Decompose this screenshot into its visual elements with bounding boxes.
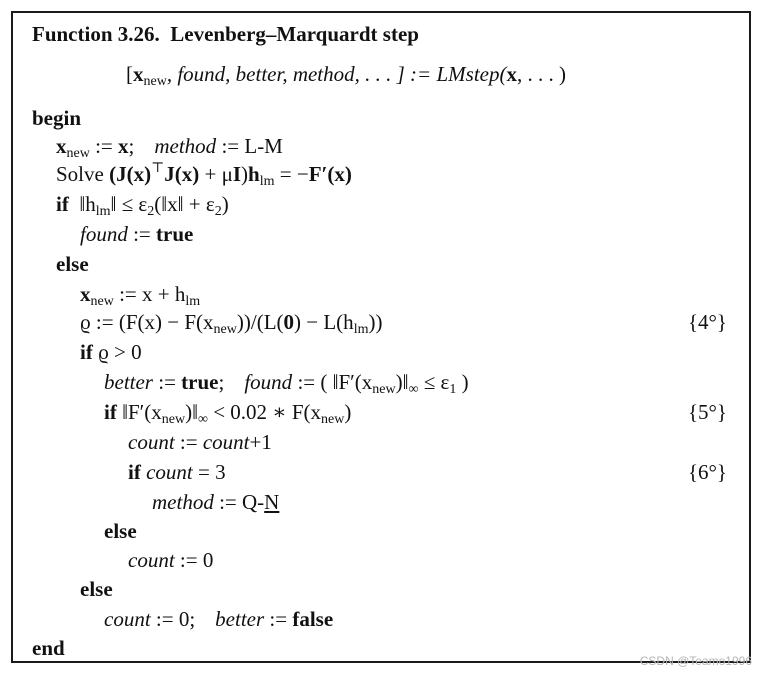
code-line-9 <box>104 369 469 395</box>
code-line-17 <box>104 606 333 632</box>
norm-h-sub: lm <box>95 204 111 219</box>
xnew-sub: new <box>90 294 114 309</box>
false-literal: false <box>292 607 334 631</box>
xnew-sub: new <box>66 146 90 161</box>
kw-if: if <box>80 340 93 364</box>
sig-tail: , . . . ) <box>516 62 566 86</box>
inf-sub: ∞ <box>408 382 419 397</box>
semicolon: ; <box>128 134 135 158</box>
h-sub: lm <box>353 322 369 337</box>
function-name: Levenberg–Marquardt step <box>170 22 419 46</box>
leq-eps: ≤ ε <box>418 370 450 394</box>
h-sub: lm <box>259 174 275 189</box>
assign: := <box>127 222 157 246</box>
count-var: count <box>104 607 151 631</box>
paren-close: ) <box>344 400 352 424</box>
grad-norm: ‖F′(x <box>116 400 162 424</box>
rho-end: )) <box>368 310 383 334</box>
code-line-2 <box>56 161 352 187</box>
code-line-10 <box>104 399 351 425</box>
leq-eps: ‖ ≤ ε <box>110 192 148 216</box>
mu-term: + μ <box>199 162 233 186</box>
xnew-sub: new <box>161 412 186 427</box>
xnew-sub: new <box>213 322 237 337</box>
assign-zero: := 0 <box>174 548 214 572</box>
xnew-expr: := x + h <box>113 282 186 306</box>
kw-else-2: else <box>104 519 137 543</box>
sig-bracket: [ <box>126 62 133 86</box>
eps2b-sub: 2 <box>214 204 222 219</box>
assign: := <box>264 607 293 631</box>
code-line-15 <box>128 547 213 573</box>
eps2-sub: 2 <box>147 204 155 219</box>
kw-if: if <box>128 460 141 484</box>
assign: := <box>174 430 203 454</box>
inf-sub: ∞ <box>197 412 208 427</box>
method-var: method <box>152 490 214 514</box>
transpose: ⊤ <box>151 161 165 176</box>
eps1-sub: 1 <box>449 382 457 397</box>
norm-close: )‖ <box>185 400 198 424</box>
found-expr: := ( ‖F′(x <box>292 370 373 394</box>
x-var: x <box>118 134 129 158</box>
method-value: := L-M <box>216 134 283 158</box>
found-var: found <box>244 370 293 394</box>
h-var: h <box>248 162 260 186</box>
gradient: F′(x) <box>308 162 352 186</box>
jacobian-1: (J(x) <box>109 162 152 186</box>
xnew-x: x <box>56 134 67 158</box>
rho-mid2: ) − L(h <box>294 310 354 334</box>
solve-word: Solve <box>56 162 110 186</box>
kw-if: if <box>104 400 117 424</box>
sig-args: , found, better, method, . . . ] := LMstep( <box>166 62 507 86</box>
assign-zero: := 0; <box>150 607 196 631</box>
function-title <box>32 21 419 47</box>
better-var: better <box>215 607 265 631</box>
assign: := <box>152 370 182 394</box>
true-literal: true <box>156 222 194 246</box>
code-line-12 <box>128 459 226 485</box>
true-literal: true <box>181 370 219 394</box>
rho-cond: ϱ > 0 <box>92 340 142 364</box>
h-sub: lm <box>185 294 201 309</box>
function-label: Function 3.26. <box>32 22 160 46</box>
paren-close: ) <box>456 370 469 394</box>
code-line-8 <box>80 339 142 365</box>
rho-expr: ϱ := (F(x) − F(x <box>80 310 214 334</box>
paren: ) <box>221 192 229 216</box>
code-line-3 <box>56 191 229 217</box>
code-line-11 <box>128 429 272 455</box>
count-var: count <box>128 548 175 572</box>
method-var: method <box>154 134 217 158</box>
zero-vec: 0 <box>283 310 295 334</box>
algorithm-box <box>11 11 751 663</box>
assign: := <box>89 134 119 158</box>
function-signature <box>126 61 566 87</box>
found-var: found <box>80 222 128 246</box>
better-var: better <box>104 370 153 394</box>
kw-begin: begin <box>32 106 82 130</box>
count-var: count <box>128 430 175 454</box>
code-line-7 <box>80 309 382 335</box>
kw-else-1: else <box>56 252 89 276</box>
code-line-6 <box>80 281 200 307</box>
count-var: count <box>140 460 193 484</box>
tag-5: {5°} <box>687 400 727 424</box>
tag-6: {6°} <box>687 460 727 484</box>
method-n: N <box>264 490 280 514</box>
equals-neg: = − <box>274 162 309 186</box>
jacobian-2: J(x) <box>164 162 200 186</box>
paren-close: ) <box>241 162 249 186</box>
norm-h: ‖h <box>79 192 96 216</box>
code-line-4 <box>80 221 193 247</box>
tag-4: {4°} <box>687 310 727 334</box>
increment: +1 <box>249 430 272 454</box>
kw-if: if <box>56 192 69 216</box>
xnew-sub: new <box>372 382 396 397</box>
sig-xnew: x <box>133 62 144 86</box>
threshold-expr: < 0.02 ∗ F(x <box>207 400 321 424</box>
norm-close: )‖ <box>395 370 409 394</box>
xnew-sub: new <box>321 412 345 427</box>
count-var: count <box>202 430 250 454</box>
code-line-13 <box>152 489 279 515</box>
identity: I <box>232 162 242 186</box>
semicolon: ; <box>218 370 225 394</box>
eq-three: = 3 <box>192 460 226 484</box>
rho-mid: ))/(L( <box>236 310 284 334</box>
xnew-x: x <box>80 282 91 306</box>
sig-xnew-sub: new <box>143 74 167 89</box>
norm-x: (‖x‖ + ε <box>154 192 215 216</box>
kw-else-3: else <box>80 577 113 601</box>
method-assign: := Q- <box>213 490 265 514</box>
code-line-1 <box>56 133 283 159</box>
kw-end: end <box>32 636 65 660</box>
sig-x-arg: x <box>506 62 517 86</box>
watermark: CSDN @Teamo1996 <box>639 654 752 668</box>
